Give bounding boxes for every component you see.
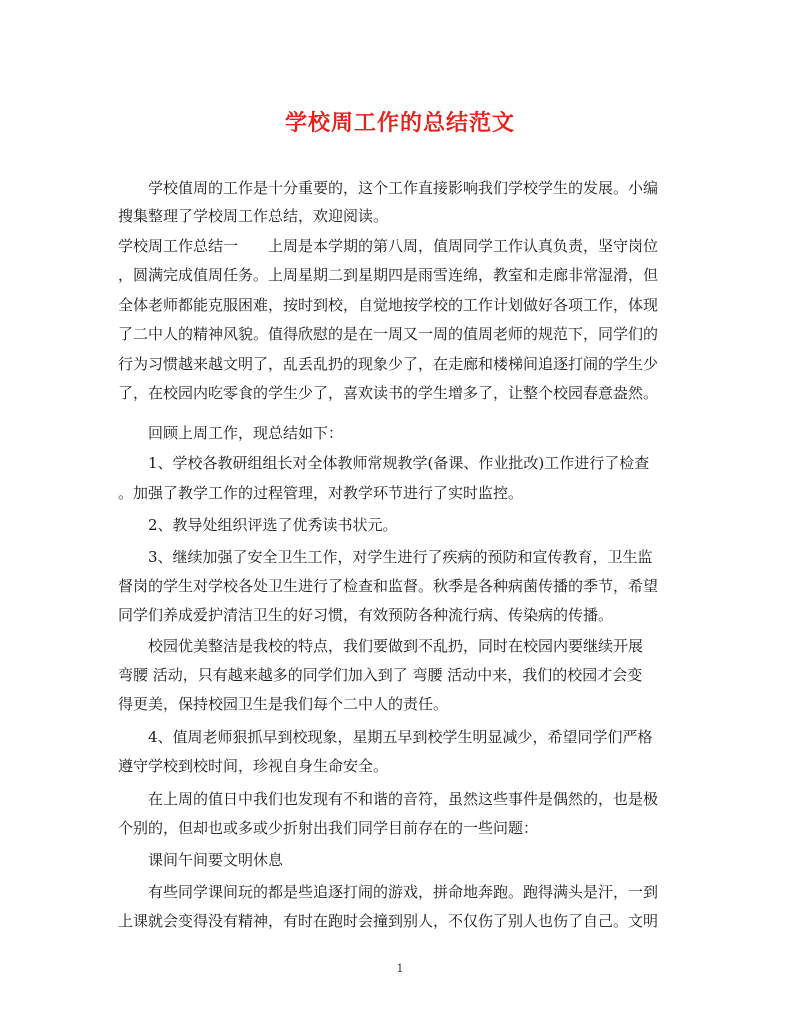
body-line: 课间午间要文明休息	[118, 851, 284, 869]
body-line: 了，在校园内吃零食的学生少了，喜欢读书的学生增多了，让整个校园春意盎然。	[118, 384, 659, 402]
body-line: 了二中人的精神风貌。值得欣慰的是在一周又一周的值周老师的规范下，同学们的	[118, 325, 659, 343]
body-line: 遵守学校到校时间，珍视自身生命安全。	[118, 757, 389, 775]
body-line: 全体老师都能克服困难，按时到校，自觉地按学校的工作计划做好各项工作，体现	[118, 296, 659, 314]
body-line: 回顾上周工作，现总结如下：	[118, 424, 344, 442]
body-line: 1、学校各教研组组长对全体教师常规教学(备课、作业批改)工作进行了检查	[118, 454, 650, 472]
body-line: 在上周的值日中我们也发现有不和谐的音符，虽然这些事件是偶然的，也是极	[118, 790, 659, 808]
page-number: 1	[396, 962, 404, 975]
body-line: 搜集整理了学校周工作总结，欢迎阅读。	[118, 207, 389, 225]
body-line: 校园优美整洁是我校的特点，我们要做到不乱扔，同时在校园内要继续开展	[118, 637, 644, 655]
body-line: 4、值周老师狠抓早到校现象，星期五早到校学生明显减少，希望同学们严格	[118, 728, 653, 746]
body-line: 督岗的学生对学校各处卫生进行了检查和监督。秋季是各种病菌传播的季节，希望	[118, 577, 659, 595]
body-line: 3、继续加强了安全卫生工作，对学生进行了疾病的预防和宣传教育，卫生监	[118, 548, 653, 566]
body-line: 学校值周的工作是十分重要的，这个工作直接影响我们学校学生的发展。小编	[118, 179, 659, 197]
body-line: ，圆满完成值周任务。上周星期二到星期四是雨雪连绵，教室和走廊非常湿滑，但	[118, 266, 659, 284]
body-line: 学校周工作总结一 上周是本学期的第八周，值周同学工作认真负责，坚守岗位	[118, 237, 659, 255]
body-line: 同学们养成爱护清洁卫生的好习惯，有效预防各种流行病、传染病的传播。	[118, 606, 614, 624]
body-line: 弯腰 活动，只有越来越多的同学们加入到了 弯腰 活动中来，我们的校园才会变	[118, 666, 643, 684]
body-line: 个别的，但却也或多或少折射出我们同学目前存在的一些问题：	[118, 819, 539, 837]
body-line: 得更美，保持校园卫生是我们每个二中人的责任。	[118, 695, 449, 713]
body-line: 行为习惯越来越文明了，乱丢乱扔的现象少了，在走廊和楼梯间追逐打闹的学生少	[118, 355, 659, 373]
document-title: 学校周工作的总结范文	[284, 110, 515, 136]
body-line: 上课就会变得没有精神，有时在跑时会撞到别人，不仅伤了别人也伤了自己。文明	[118, 912, 659, 930]
body-line: 2、教导处组织评选了优秀读书状元。	[118, 516, 398, 534]
body-line: 有些同学课间玩的都是些追逐打闹的游戏，拼命地奔跑。跑得满头是汗，一到	[118, 883, 659, 901]
body-line: 。加强了教学工作的过程管理，对教学环节进行了实时监控。	[118, 484, 524, 502]
